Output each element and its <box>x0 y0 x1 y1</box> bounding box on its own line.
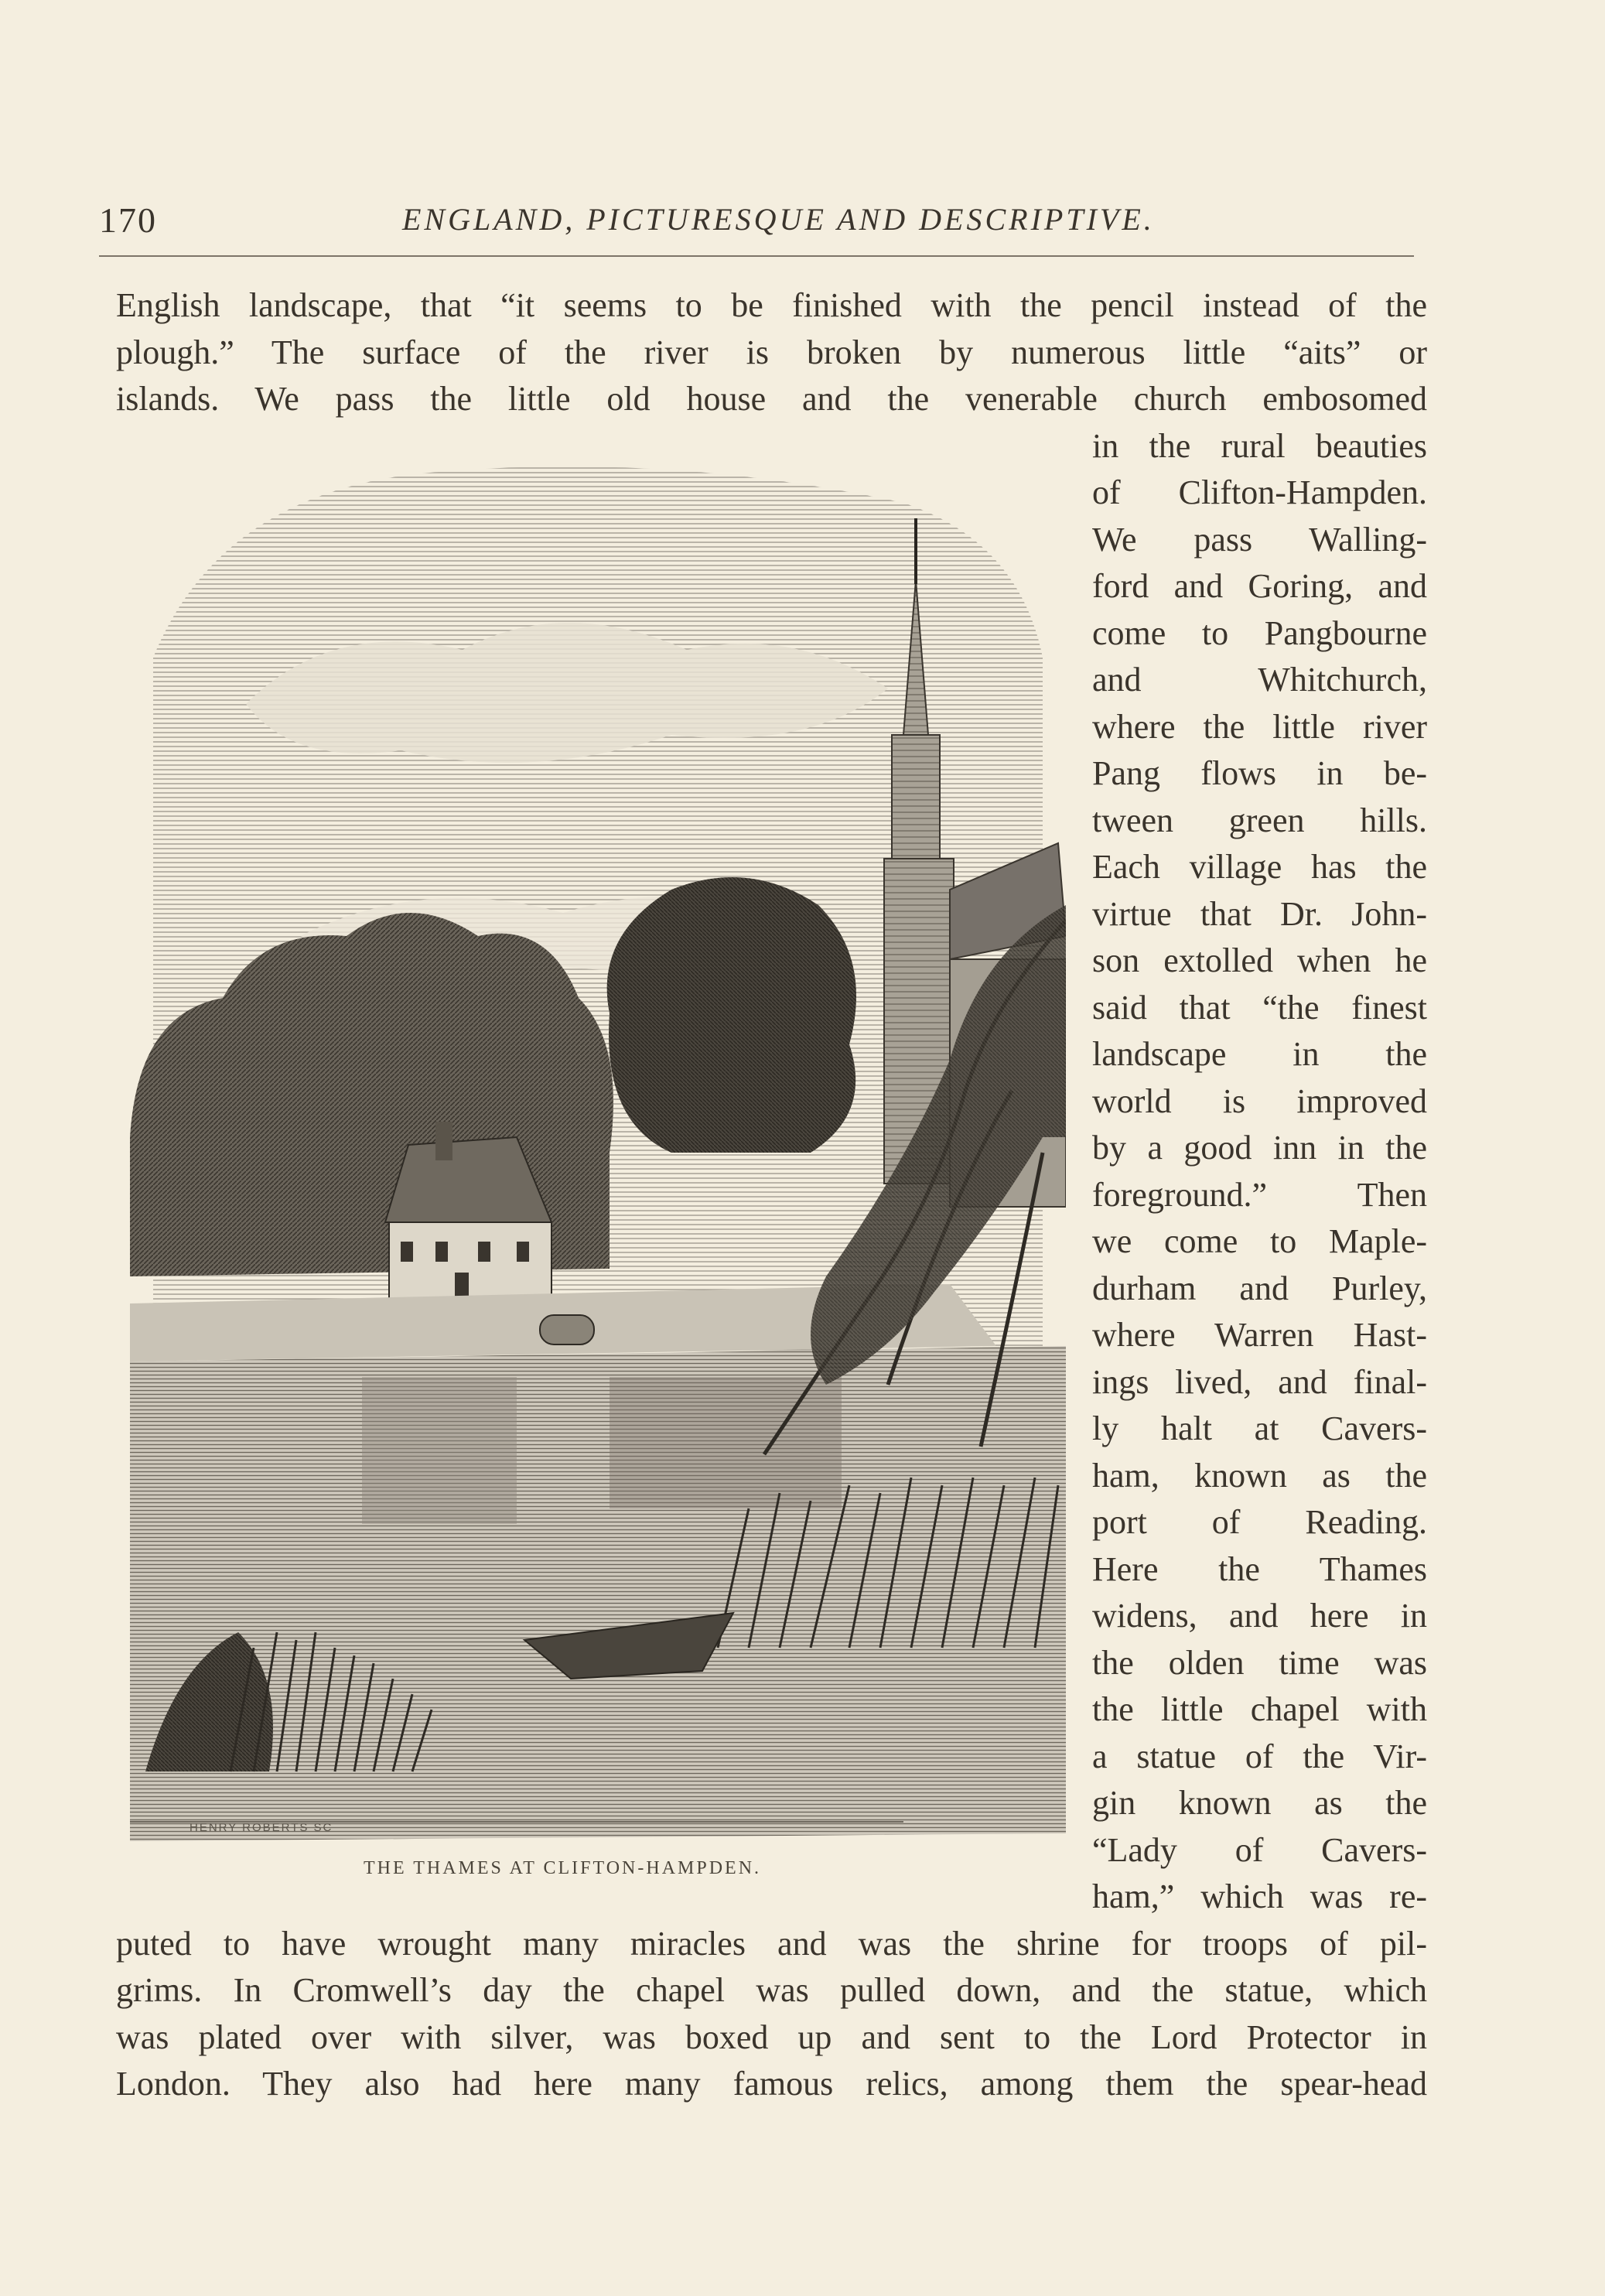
text-line: and Whitchurch, <box>1092 661 1427 699</box>
reflection <box>362 1377 517 1524</box>
text-line: London. They also had here many famous relics, among them the spear-head <box>116 2065 1427 2103</box>
text-line: ings lived, and final- <box>1092 1362 1427 1401</box>
text-line: widens, and here in <box>1092 1597 1427 1635</box>
text-line: ham, known as the <box>1092 1456 1427 1495</box>
text-line: Each village has the <box>1092 848 1427 886</box>
text-line: landscape in the <box>1092 1035 1427 1073</box>
covered-cart <box>540 1315 594 1344</box>
text-line: plough.” The surface of the river is broken by numerous little “aits” or <box>116 333 1427 371</box>
text-line: said that “the finest <box>1092 988 1427 1027</box>
text-line: foreground.” Then <box>1092 1175 1427 1214</box>
text-line: world is improved <box>1092 1081 1427 1120</box>
cottage-window <box>478 1242 490 1262</box>
cottage-window <box>517 1242 529 1262</box>
text-line: where Warren Hast- <box>1092 1316 1427 1354</box>
text-line: the little chapel with <box>1092 1690 1427 1728</box>
text-line: We pass Walling- <box>1092 520 1427 559</box>
header-rule <box>99 255 1414 257</box>
text-line: was plated over with silver, was boxed up and sent to the Lord Protector in <box>116 2018 1427 2056</box>
river-water <box>130 1346 1066 1841</box>
tree-center <box>607 877 856 1153</box>
reflection <box>610 1377 842 1508</box>
figure-caption: THE THAMES AT CLIFTON-HAMPDEN. <box>364 1858 762 1878</box>
text-line: puted to have wrought many miracles and was the shrine for troops of pil- <box>116 1924 1427 1963</box>
cottage-window <box>435 1242 448 1262</box>
text-line: ford and Goring, and <box>1092 567 1427 605</box>
cottage-window <box>401 1242 413 1262</box>
text-line: the olden time was <box>1092 1643 1427 1682</box>
cottage-chimney <box>435 1122 452 1160</box>
text-line: in the rural beauties <box>1092 426 1427 465</box>
text-line: grims. In Cromwell’s day the chapel was pulled down, and the statue, which <box>116 1971 1427 2009</box>
text-line: virtue that Dr. John- <box>1092 894 1427 933</box>
text-line: “Lady of Cavers- <box>1092 1830 1427 1869</box>
text-line: ly halt at Cavers- <box>1092 1409 1427 1447</box>
text-line: where the little river <box>1092 707 1427 746</box>
page-number: 170 <box>99 200 157 240</box>
text-line: Pang flows in be- <box>1092 754 1427 792</box>
text-line: ham,” which was re- <box>1092 1877 1427 1915</box>
text-line: come to Pangbourne <box>1092 613 1427 652</box>
text-line: Here the Thames <box>1092 1549 1427 1588</box>
engraving-illustration <box>130 456 1066 1845</box>
text-line: English landscape, that “it seems to be finished with the pencil instead of the <box>116 286 1427 324</box>
river-church-engraving <box>130 456 1066 1845</box>
text-line: port of Reading. <box>1092 1503 1427 1541</box>
text-line: gin known as the <box>1092 1784 1427 1822</box>
text-line: durham and Purley, <box>1092 1269 1427 1307</box>
text-line: of Clifton-Hampden. <box>1092 473 1427 511</box>
text-line: tween green hills. <box>1092 801 1427 839</box>
text-line: son extolled when he <box>1092 941 1427 979</box>
text-line: a statue of the Vir- <box>1092 1737 1427 1775</box>
running-title: ENGLAND, PICTURESQUE AND DESCRIPTIVE. <box>402 202 1155 237</box>
text-line: islands. We pass the little old house and the venerable church embosomed <box>116 380 1427 418</box>
church-tower <box>892 735 940 859</box>
text-line: we come to Maple- <box>1092 1222 1427 1260</box>
cottage-wall <box>389 1222 552 1303</box>
engraver-signature: HENRY ROBERTS SC <box>190 1821 333 1834</box>
text-line: by a good inn in the <box>1092 1129 1427 1167</box>
